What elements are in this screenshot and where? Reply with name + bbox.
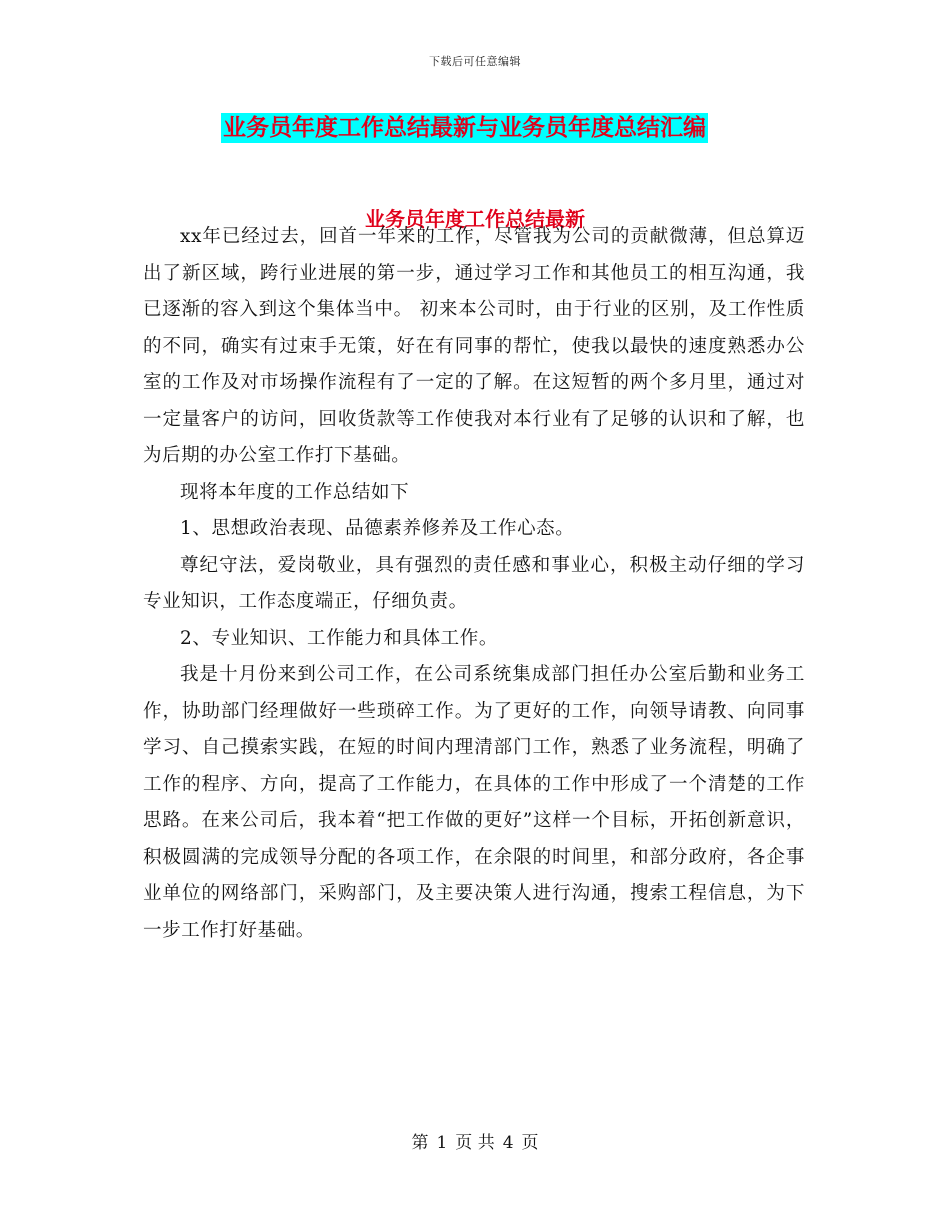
current-page-number: 1 [436, 1133, 448, 1153]
total-pages-number: 4 [502, 1133, 514, 1153]
paragraph: 我是十月份来到公司工作，在公司系统集成部门担任办公室后勤和业务工作，协助部门经理做好一些琐碎工作。为了更好的工作，向领导请教、向同事学习、自己摸索实践，在短的时间内理清部门工作，熟悉了业务流程，明确了工作的程序、方向，提高了工作能力，在具体的工作中形成了一个清楚的工作思路。在来公司后，我本着“把工作做的更好”这样一个目标，开拓创新意识，积极圆满的完成领导分配的各项工作，在余限的时间里，和部分政府，各企事业单位的网络部门，采购部门，及主要决策人进行沟通，搜索工程信息，为下一步工作打好基础。 [143, 664, 805, 941]
page-label-prefix: 第 [411, 1133, 429, 1153]
list-heading: 1、思想政治表现、品德素养修养及工作心态。 [180, 518, 575, 539]
page-footer [0, 1128, 950, 1153]
paragraph: 现将本年度的工作总结如下 [180, 481, 410, 503]
section-title: 业务员年度工作总结最新 [365, 207, 585, 231]
main-title: 业务员年度工作总结最新与业务员年度总结汇编 [223, 115, 706, 141]
paragraph: 尊纪守法，爱岗敬业，具有强烈的责任感和事业心，积极主动仔细的学习专业知识，工作态度端正，仔细负责。 [143, 554, 805, 612]
list-heading: 2、专业知识、工作能力和具体工作。 [180, 627, 498, 649]
page-label-mid: 页 共 [455, 1133, 495, 1153]
page-label-suffix: 页 [521, 1133, 539, 1153]
header-note: 下载后可任意编辑 [429, 55, 521, 68]
paragraph: xx年已经过去，回首一年来的工作，尽管我为公司的贡献微薄，但总算迈出了新区域，跨行业进展的第一步，通过学习工作和其他员工的相互沟通，我已逐渐的容入到这个集体当中。 初来本公司时，由于行业的区别，及工作性质的不同，确实有过束手无策，好在有同事的帮忙，使我以最快的速度熟悉办公室的工作及对市场操作流程有了一定的了解。在这短暂的两个多月里，通过对一定量客户的访问，回收货款等工作使我对本行业有了足够的认识和了解，也为后期的办公室工作打下基础。 [143, 226, 805, 466]
document-body [143, 219, 805, 949]
